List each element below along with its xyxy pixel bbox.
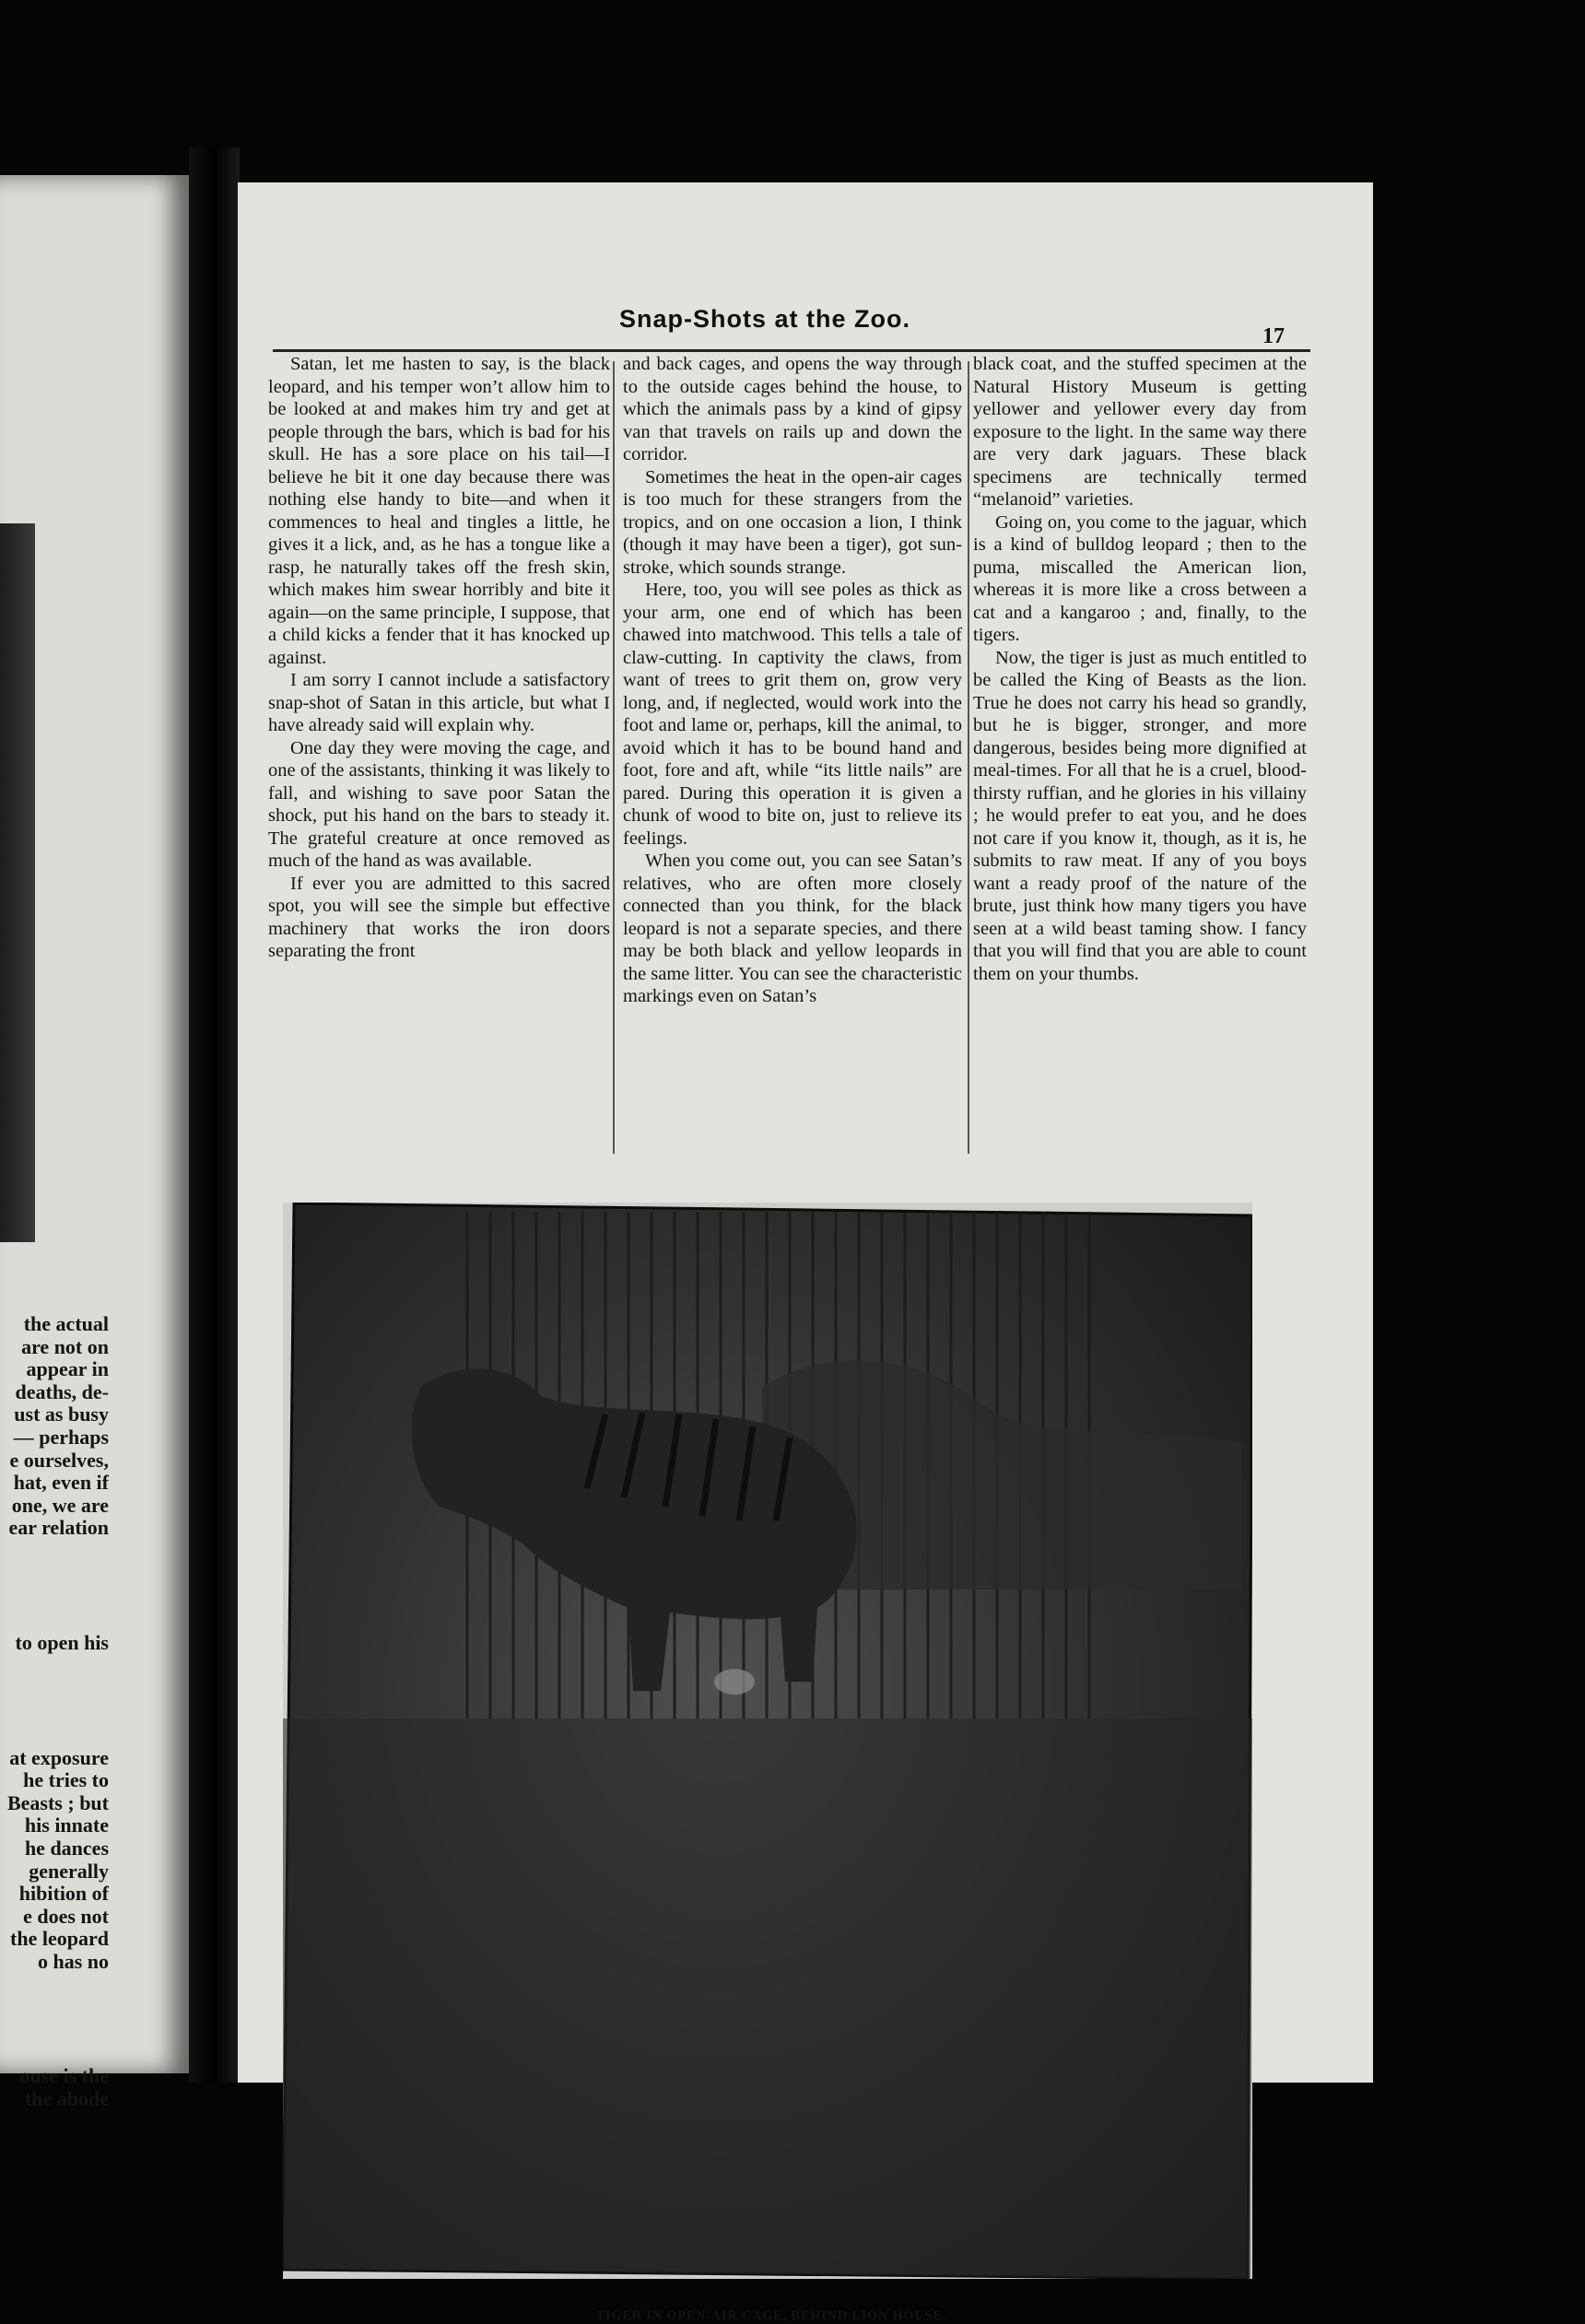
paragraph: When you come out, you can see Satan’s relatives, who are often more closely connected than you think, for the black leopard is not a separate species, and there may be both black and yellow leopards in the same litter. You can see the characteristic markings even on Satan’s — [623, 851, 962, 1006]
previous-page-line: he tries to — [23, 1769, 109, 1792]
previous-page-line — [0, 1973, 109, 2065]
previous-page-text — [0, 1313, 109, 2111]
tiger-photograph — [283, 1203, 1252, 2279]
previous-page-line: hibition of — [18, 1883, 109, 1906]
previous-page-line: e ourselves, — [9, 1449, 109, 1472]
column-1 — [268, 353, 610, 963]
previous-page-line: o has no — [37, 1950, 109, 1973]
previous-page-line: — perhaps — [13, 1426, 109, 1449]
previous-page-line: his innate — [24, 1814, 109, 1837]
previous-page-line: to open his — [15, 1631, 109, 1654]
paragraph: Going on, you come to the jaguar, which is a kind of bulldog leopard ; then to the puma, miscalled the American lion, whereas it is more like a cross between a cat and a kangaroo ; and, finally, to the tigers. — [973, 511, 1307, 645]
previous-page-photo-edge — [0, 523, 35, 1242]
figure-caption: TIGER IN OPEN-AIR CAGE, BEHIND LION HOUSE. — [595, 2309, 947, 2323]
column-rule — [613, 361, 615, 1154]
previous-page-line: appear in — [26, 1358, 109, 1381]
paragraph: Sometimes the heat in the open-air cages is too much for these strangers from the tropics, and on one occasion a lion, I think (though it may have been a tiger), got sun-stroke, which sounds strange. — [623, 466, 962, 578]
paragraph: and back cages, and opens the way through to the outside cages behind the house, to which the animals pass by a kind of gipsy van that travels on rails up and down the corridor. — [623, 354, 962, 464]
previous-page-line: ear relation — [8, 1517, 109, 1540]
paragraph: Satan, let me hasten to say, is the black leopard, and his temper won’t allow him to be looked at and makes him try and get at people through the bars, which is bad for his skull. He has a sore place on his tail—I believe he bit it one day because there was nothing else handy to bite—and when it commences to heal and tingles a little, he gives it a lick, and, as he has a tongue like a rasp, he naturally takes off the fresh skin, which makes him swear horribly and bite it again—on the same principle, I suppose, that a child kicks a fender that it has knocked up against. — [268, 354, 610, 668]
previous-page-line: the actual — [23, 1313, 109, 1335]
column-2 — [623, 353, 962, 1008]
previous-page-line: e does not — [23, 1905, 109, 1928]
previous-page-line: Beasts ; but — [6, 1791, 109, 1814]
previous-page-line — [0, 1655, 109, 1747]
running-title: Snap-Shots at the Zoo. — [619, 305, 910, 333]
paragraph: Here, too, you will see poles as thick as your arm, one end of which has been chawed into matchwood. This tells a tale of claw-cutting. In captivity the claws, from want of trees to grit them on, grow very long, and, if neglected, would work into the foot and lame or, perhaps, kill the animal, to avoid which it has to be bound hand and foot, fore and aft, while “its little nails” are pared. During this operation it is given a chunk of wood to bite on, just to relieve its feelings. — [623, 580, 962, 849]
header-rule — [273, 349, 1310, 352]
previous-page-line: the leopard — [10, 1928, 109, 1951]
previous-page-line — [0, 1540, 109, 1632]
page-number: 17 — [1262, 324, 1285, 348]
previous-page-line: he dances — [24, 1837, 109, 1860]
paragraph: black coat, and the stuffed specimen at the Natural History Museum is getting yellower and yellower every day from exposure to the light. In the same way there are very dark jaguars. These black specimens are technically termed “melanoid” varieties. — [973, 354, 1307, 510]
previous-page-line: deaths, de- — [15, 1380, 109, 1403]
paragraph: One day they were moving the cage, and one of the assistants, thinking it was likely to fall, and wishing to save poor Satan the shock, put his hand on the bars to steady it. The grateful creature at once removed as much of the hand as was available. — [268, 737, 610, 871]
column-rule — [968, 361, 969, 1154]
previous-page-line: are not on — [21, 1335, 109, 1358]
column-3 — [973, 353, 1307, 985]
previous-page-line: one, we are — [11, 1494, 109, 1517]
previous-page-line: generally — [29, 1860, 109, 1883]
book-gutter — [189, 147, 240, 2083]
previous-page — [0, 175, 189, 2111]
previous-page-line: ouse is the — [19, 2065, 109, 2088]
paragraph: I am sorry I cannot include a satisfactory snap-shot of Satan in this article, but what I have already said will explain why. — [268, 670, 610, 735]
previous-page-line: at exposure — [9, 1746, 109, 1769]
previous-page-line: hat, even if — [13, 1472, 109, 1495]
paragraph: If ever you are admitted to this sacred spot, you will see the simple but effective machinery that works the iron doors separating the front — [268, 873, 610, 961]
previous-page-line: ust as busy — [14, 1403, 109, 1426]
previous-page-line: the abode — [24, 2088, 109, 2111]
paragraph: Now, the tiger is just as much entitled to be called the King of Beasts as the lion. True he does not carry his head so grandly, but he is bigger, stronger, and more dangerous, besides being more dignified at meal-times. For all that he is a cruel, blood-thirsty ruffian, and he glories in his villainy ; he would prefer to eat you, and he does not care if you know it, though, as it is, he submits to raw meat. If any of you boys want a ready proof of the nature of the brute, just think how many tigers you have seen at a wild beast taming show. I fancy that you will find that you are able to count them on your thumbs. — [973, 647, 1307, 984]
